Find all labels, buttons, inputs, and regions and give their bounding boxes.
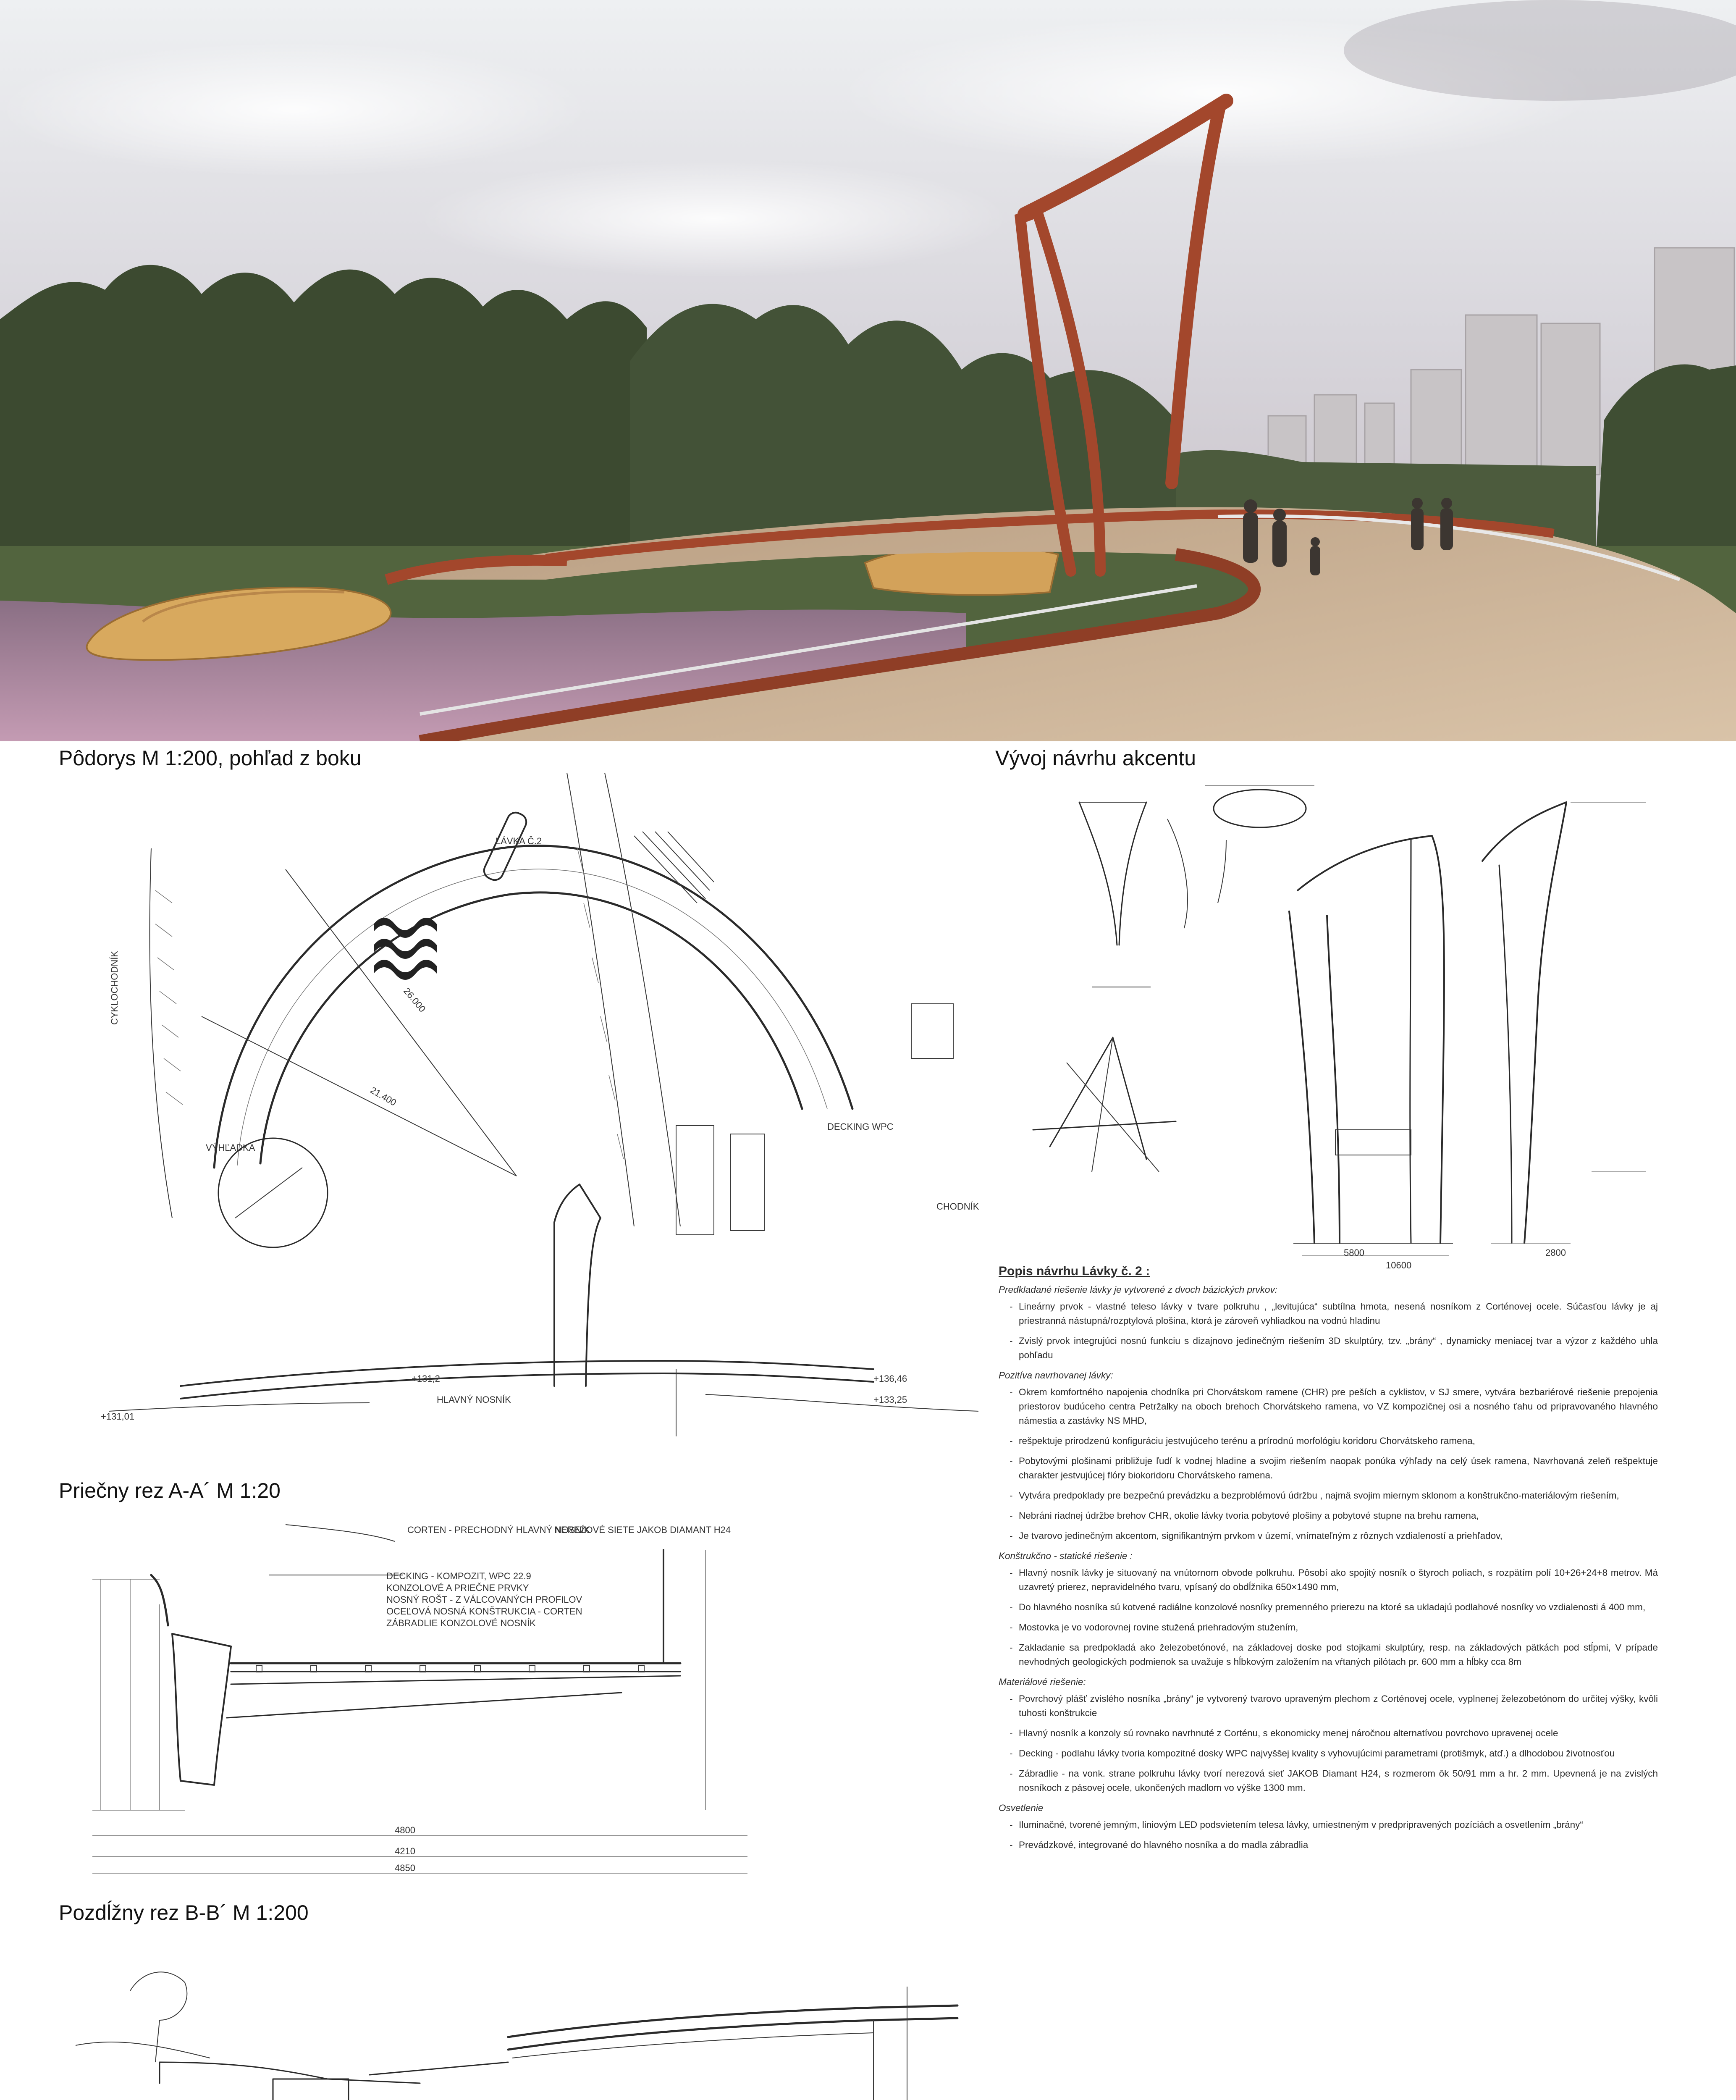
lighting-title: Osvetlenie [999, 1803, 1044, 1813]
list-item: - Prevádzkové, integrované do hlavného nosníka a do madla zábradlia [999, 1838, 1658, 1852]
list-item: - Pobytovými plošinami približuje ľudí k vodnej hladine a svojim riešením naopak ponúka výhľady na celý úsek ramena, Navrhovaná zeleň rešpektuje charakter jestvujúcej flóry biokoridoru Chorvátskeho ramena. [999, 1454, 1658, 1483]
cross-note-6: OCEĽOVÁ NOSNÁ KONŠTRUKCIA - CORTEN [386, 1606, 582, 1617]
dim-4800: 4800 [395, 1825, 415, 1835]
list-item: - Do hlavného nosníka sú kotvené radiálne konzolové nosníky premenného prierezu na ktoré sa ukladajú podlahové nosníky vo vzdialenosti á 400 mm, [999, 1600, 1658, 1614]
list-item: - Zábradlie - na vonk. strane polkruhu lávky tvorí nerezová sieť JAKOB Diamant H24, s rozmerom ôk 50/91 mm a hr. 2 mm. Upevnená je na zvislých nosníkoch z pásovej ocele, ukončených madlom vo výške 1300 mm. [999, 1767, 1658, 1795]
list-item: - Iluminačné, tvorené jemným, liniovým LED podsvietením telesa lávky, umiestneným v predpripravených pozíciách a osvetlením „brány“ [999, 1818, 1658, 1832]
elevation-3: +136,46 [873, 1373, 907, 1384]
path-note: CHODNÍK [936, 1201, 979, 1212]
bridge-name-note: LÁVKA Č.2 [496, 836, 542, 846]
list-item: - Nebráni riadnej údržbe brehov CHR, okolie lávky tvoria pobytové plošiny a pobytové stupne na brehu ramena, [999, 1509, 1658, 1523]
elevation-2: +133,25 [873, 1394, 907, 1405]
cross-note-3: DECKING - KOMPOZIT, WPC 22.9 [386, 1571, 531, 1581]
list-item: - Hlavný nosník lávky je situovaný na vnútornom obvode polkruhu. Pôsobí ako spojitý nosník o štyroch poliach, s rozpätím polí 10+26+24+8 metrov. Má uzavretý prierez, nepravidelného tvaru, vpísaný do obdĺžnika 650×1490 mm, [999, 1566, 1658, 1594]
list-item: - Okrem komfortného napojenia chodníka pri Chorvátskom ramene (CHR) pre peších a cyklistov, v SJ smere, vytvára bezbariérové riešenie prepojenia priestorov budúceho centra Petržalky na oboch brehoch Chorvátskeho ramena, vo VZ kompozičnej osi a nosného ťahu od pripravovaného hlavného námestia a zastávky NS MHD, [999, 1385, 1658, 1428]
positives-list [999, 1385, 1658, 1543]
viewpoint-note: VÝHĽADKA [206, 1142, 255, 1153]
evolution-label: Vývoj návrhu akcentu [995, 746, 1196, 770]
plan-sketch [76, 764, 1020, 1470]
longitudinal-section-label: Pozdĺžny rez B-B´ M 1:200 [59, 1901, 309, 1924]
description-panel [999, 1264, 1658, 1858]
list-item: - Lineárny prvok - vlastné teleso lávky v tvare polkruhu , „levitujúca“ subtílna hmota, nesená nosníkom z Corténovej ocele. Súčasťou lávky je aj priestranná nástupná/rozptylová plošina, ktorá je zároveň vyhliadkou na vodnú hladinu [999, 1299, 1658, 1328]
elevation-4: +131,2 [412, 1373, 440, 1384]
dim-2800: 2800 [1545, 1247, 1566, 1258]
elevation-1: +131,01 [101, 1411, 135, 1422]
main-beam-note: HLAVNÝ NOSNÍK [437, 1394, 511, 1405]
description-heading: Popis návrhu Lávky č. 2 : [999, 1264, 1150, 1278]
dim-5800: 5800 [1344, 1247, 1364, 1258]
plan-label: Pôdorys M 1:200, pohľad z boku [59, 746, 362, 770]
dim-10600: 10600 [1386, 1260, 1412, 1270]
radius-label-2: 21.400 [368, 1084, 399, 1108]
bridge-visualization [0, 0, 1736, 741]
cross-note-1: CORTEN - PRECHODNÝ HLAVNÝ NOSNÍK [407, 1525, 590, 1535]
dim-4210: 4210 [395, 1846, 415, 1856]
water-glyph [374, 918, 437, 980]
list-item: - Zvislý prvok integrujúci nosnú funkciu s dizajnovo jedinečným riešením 3D skulptúry, tzv. „brány“ , dynamicky meniacej tvar a výzor z každého uhla pohľadu [999, 1334, 1658, 1362]
cross-section-notes [386, 1525, 731, 1873]
cross-note-7: ZÁBRADLIE KONZOLOVÉ NOSNÍK [386, 1618, 536, 1628]
lighting-list [999, 1818, 1658, 1852]
structural-list [999, 1566, 1658, 1669]
list-item: - Zakladanie sa predpokladá ako železobetónové, na základovej doske pod stojkami skulptúry, resp. na základových pätkách pod stĺpmi, V prípade nevhodných geologických podmienok sa uvažuje s hĺbkovým založením na vŕtaných pilótach pr. 600 mm a hĺbky cca 8m [999, 1641, 1658, 1669]
positives-title: Pozitíva navrhovanej lávky: [999, 1370, 1113, 1381]
list-item: - rešpektuje prirodzenú konfiguráciu jestvujúceho terénu a prírodnú morfológiu koridoru Chorvátskeho ramena, [999, 1434, 1658, 1448]
list-item: - Vytvára predpoklady pre bezpečnú prevádzku a bezproblémovú údržbu , najmä svojim miernym sklonom a konštrukčno-materiálovým riešením, [999, 1488, 1658, 1503]
cross-note-5: NOSNÝ ROŠT - Z VÁLCOVANÝCH PROFILOV [386, 1594, 582, 1605]
material-list [999, 1692, 1658, 1795]
dim-4850: 4850 [395, 1863, 415, 1873]
list-item: - Povrchový plášť zvislého nosníka „brány“ je vytvorený tvarovo upraveným plechom z Corténovej ocele, vyplnenej železobetónom do určitej výšky, kvôli tuhosti konštrukcie [999, 1692, 1658, 1720]
longitudinal-section-sketch [76, 1936, 999, 2100]
material-title: Materiálové riešenie: [999, 1677, 1086, 1687]
radius-label-1: 26.000 [401, 986, 428, 1014]
accent-evolution-sketch [1008, 769, 1697, 1273]
cycle-path-note: CYKLOCHODNÍK [109, 950, 120, 1025]
decking-note: DECKING WPC [827, 1121, 894, 1132]
list-item: - Decking - podlahu lávky tvoria kompozitné dosky WPC najvyššej kvality s vyhovujúcimi parametrami (protišmyk, atď.) a dlhodobou životnosťou [999, 1746, 1658, 1761]
list-item: - Je tvarovo jedinečným akcentom, signifikantným prvkom v území, vnímateľným z rôznych vzdialeností a priehľadov, [999, 1529, 1658, 1543]
intro-text: Predkladané riešenie lávky je vytvorené z dvoch bázických prvkov: [999, 1284, 1278, 1295]
structural-title: Konštrukčno - statické riešenie : [999, 1551, 1133, 1561]
list-item: - Mostovka je vo vodorovnej rovine stužená priehradovým stužením, [999, 1620, 1658, 1635]
cross-note-2: NEREZOVÉ SIETE JAKOB DIAMANT H24 [554, 1525, 731, 1535]
cross-section-label: Priečny rez A-A´ M 1:20 [59, 1479, 281, 1502]
cross-section-sketch [76, 1508, 789, 1886]
list-item: - Hlavný nosník a konzoly sú rovnako navrhnuté z Corténu, s ekonomicky menej náročnou alternatívou povrchovo upravenej ocele [999, 1726, 1658, 1740]
cross-note-4: KONZOLOVÉ A PRIEČNE PRVKY [386, 1583, 529, 1593]
intro-list [999, 1299, 1658, 1362]
